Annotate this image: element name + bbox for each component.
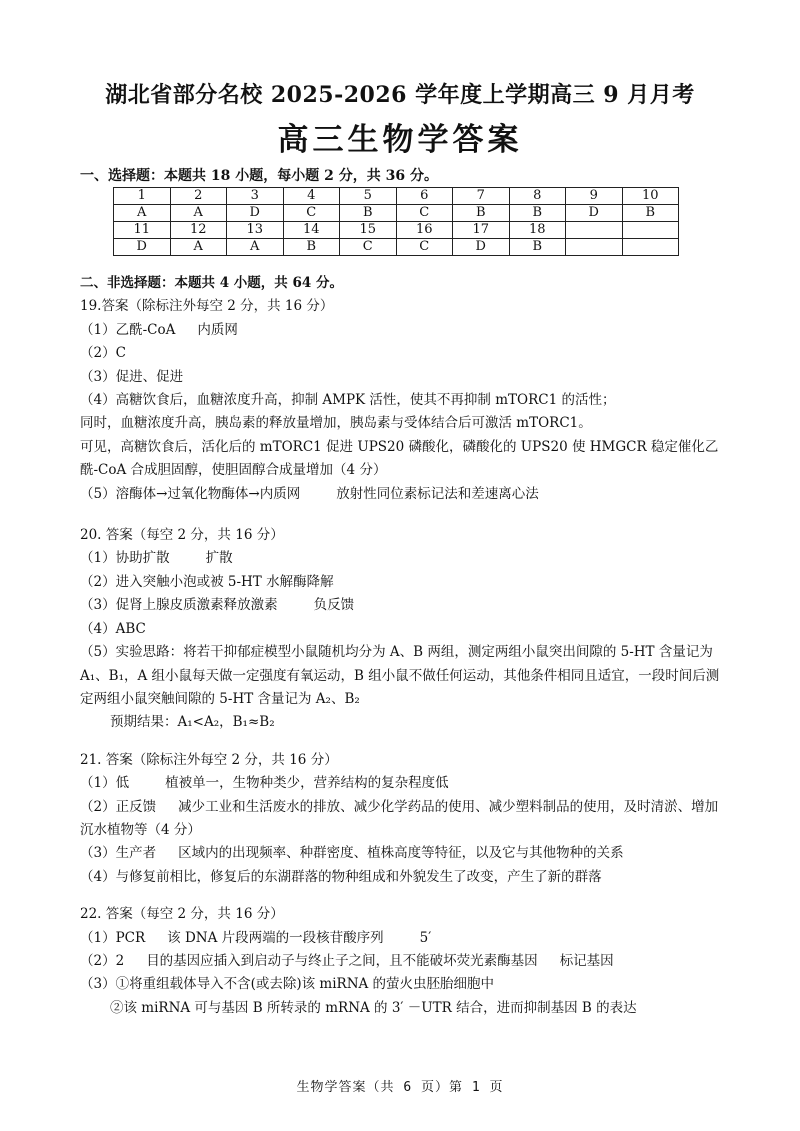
answer-table-cell: C <box>396 205 453 222</box>
answer-table-cell: D <box>453 239 510 256</box>
q21-header: 21. 答案（除标注外每空 2 分，共 16 分） <box>80 751 338 768</box>
q19-answer-4-line3: 可见，高糖饮食后，活化后的 mTORC1 促进 UPS20 磷酸化，磷酸化的 UPS20 使 HMGCR 稳定催化乙酰-CoA 合成胆固醇，使胆固醇合成量增加（4 分） <box>80 438 719 479</box>
q21-answer-3: （3）生产者 区域内的出现频率、种群密度、植株高度等特征，以及它与其他物种的关系 <box>80 845 624 862</box>
q21-answer-2: （2）正反馈 减少工业和生活废水的排放、减少化学药品的使用、减少塑料制品的使用，及时清淤、增加沉水植物等（4 分） <box>80 798 719 838</box>
answer-table-cell: 13 <box>227 222 284 239</box>
answer-table-cell: 6 <box>396 188 453 205</box>
answer-table-cell: 5 <box>340 188 397 205</box>
answer-table-row <box>114 188 679 205</box>
q20-answer-1: （1）协助扩散 扩散 <box>80 550 233 567</box>
q20-expected-result: 预期结果：A₁<A₂，B₁≈B₂ <box>110 714 275 731</box>
q19-header: 19.答案（除标注外每空 2 分，共 16 分） <box>80 298 334 315</box>
answer-table-cell: 15 <box>340 222 397 239</box>
q19-answer-2: （2）C <box>80 345 126 362</box>
q19-answer-4-line1: （4）高糖饮食后，血糖浓度升高，抑制 AMPK 活性，使其不再抑制 mTORC1 的活性； <box>80 392 616 409</box>
answer-table-cell: A <box>170 205 227 222</box>
answer-table-cell: 12 <box>170 222 227 239</box>
answer-table-cell: B <box>453 205 510 222</box>
answer-table-cell: C <box>283 205 340 222</box>
q21-answer-4: （4）与修复前相比，修复后的东湖群落的物种组成和外貌发生了改变，产生了新的群落 <box>80 868 602 885</box>
q22-answer-2: （2）2 目的基因应插入到启动子与终止子之间，且不能破坏荧光素酶基因 标记基因 <box>80 952 614 969</box>
answer-table-cell: D <box>227 205 284 222</box>
q20-answer-5: （5）实验思路：将若干抑郁症模型小鼠随机均分为 A、B 两组，测定两组小鼠突出间隙的 5-HT 含量记为 A₁、B₁，A 组小鼠每天做一定强度有氧运动，B 组小鼠不做任何运动，其他条件相同且适宜，一段时间后测定两组小鼠突触间隙的 5-HT 含量记为 A₂、B₂ <box>80 644 720 707</box>
q22-answer-1: （1）PCR 该 DNA 片段两端的一段核苷酸序列 5′ <box>80 929 432 946</box>
answer-table-cell: D <box>566 205 623 222</box>
answer-table-cell: 7 <box>453 188 510 205</box>
answer-table-cell: A <box>114 205 171 222</box>
answer-table-cell: 9 <box>566 188 623 205</box>
answer-table-cell: B <box>622 205 679 222</box>
answer-table-cell: A <box>170 239 227 256</box>
answer-table-cell: 17 <box>453 222 510 239</box>
q20-answer-4: （4）ABC <box>80 620 146 637</box>
answer-table-cell: 2 <box>170 188 227 205</box>
answer-table-cell: B <box>340 205 397 222</box>
answer-table-cell: 1 <box>114 188 171 205</box>
answer-table-row <box>114 222 679 239</box>
answer-body <box>80 272 725 1020</box>
q22-header: 22. 答案（每空 2 分，共 16 分） <box>80 906 284 923</box>
page-title: 高三生物学答案 <box>277 122 523 158</box>
answer-table-cell: A <box>227 239 284 256</box>
answer-table-cell: B <box>509 205 566 222</box>
answer-table-cell: 4 <box>283 188 340 205</box>
answer-table-cell: 11 <box>114 222 171 239</box>
answer-table-cell: B <box>283 239 340 256</box>
q19-answer-5: （5）溶酶体→过氧化物酶体→内质网 放射性同位素标记法和差速离心法 <box>80 485 539 502</box>
answer-table-cell <box>622 222 679 239</box>
answer-table-cell <box>622 239 679 256</box>
q19-answer-1: （1）乙酰-CoA 内质网 <box>80 321 238 338</box>
answer-table-cell: 14 <box>283 222 340 239</box>
answer-table <box>113 187 679 256</box>
answer-table-cell <box>566 222 623 239</box>
answer-table-cell: 18 <box>509 222 566 239</box>
q19-answer-3: （3）促进、促进 <box>80 368 184 385</box>
answer-table-row <box>114 205 679 222</box>
answer-table-cell: 3 <box>227 188 284 205</box>
q19-answer-4-line2: 同时，血糖浓度升高，胰岛素的释放量增加，胰岛素与受体结合后可激活 mTORC1。 <box>80 415 592 432</box>
exam-title: 湖北省部分名校 2025-2026 学年度上学期高三 9 月月考 <box>105 82 695 108</box>
answer-table-cell: 10 <box>622 188 679 205</box>
answer-table-cell: B <box>509 239 566 256</box>
page-footer: 生物学答案（共 6 页）第 1 页 <box>296 1080 504 1095</box>
answer-table-cell: 16 <box>396 222 453 239</box>
q20-header: 20. 答案（每空 2 分，共 16 分） <box>80 527 284 544</box>
answer-table-cell: C <box>340 239 397 256</box>
answer-table-cell: D <box>114 239 171 256</box>
q20-answer-3: （3）促肾上腺皮质激素释放激素 负反馈 <box>80 597 355 614</box>
q21-answer-1: （1）低 植被单一，生物种类少，营养结构的复杂程度低 <box>80 775 449 792</box>
q22-answer-3-part2: ②该 miRNA 可与基因 B 所转录的 mRNA 的 3′ －UTR 结合，进而抑制基因 B 的表达 <box>110 999 637 1016</box>
answer-table-row <box>114 239 679 256</box>
answer-table-cell: 8 <box>509 188 566 205</box>
q22-answer-3-part1: （3）①将重组载体导入不含(或去除)该 miRNA 的萤火虫胚胎细胞中 <box>80 976 495 993</box>
section1-heading: 一、选择题：本题共 18 小题，每小题 2 分，共 36 分。 <box>80 168 438 184</box>
answer-table-cell <box>566 239 623 256</box>
answer-table-cell: C <box>396 239 453 256</box>
q20-answer-2: （2）进入突触小泡或被 5-HT 水解酶降解 <box>80 573 334 590</box>
section2-heading: 二、非选择题：本题共 4 小题，共 64 分。 <box>80 275 343 291</box>
